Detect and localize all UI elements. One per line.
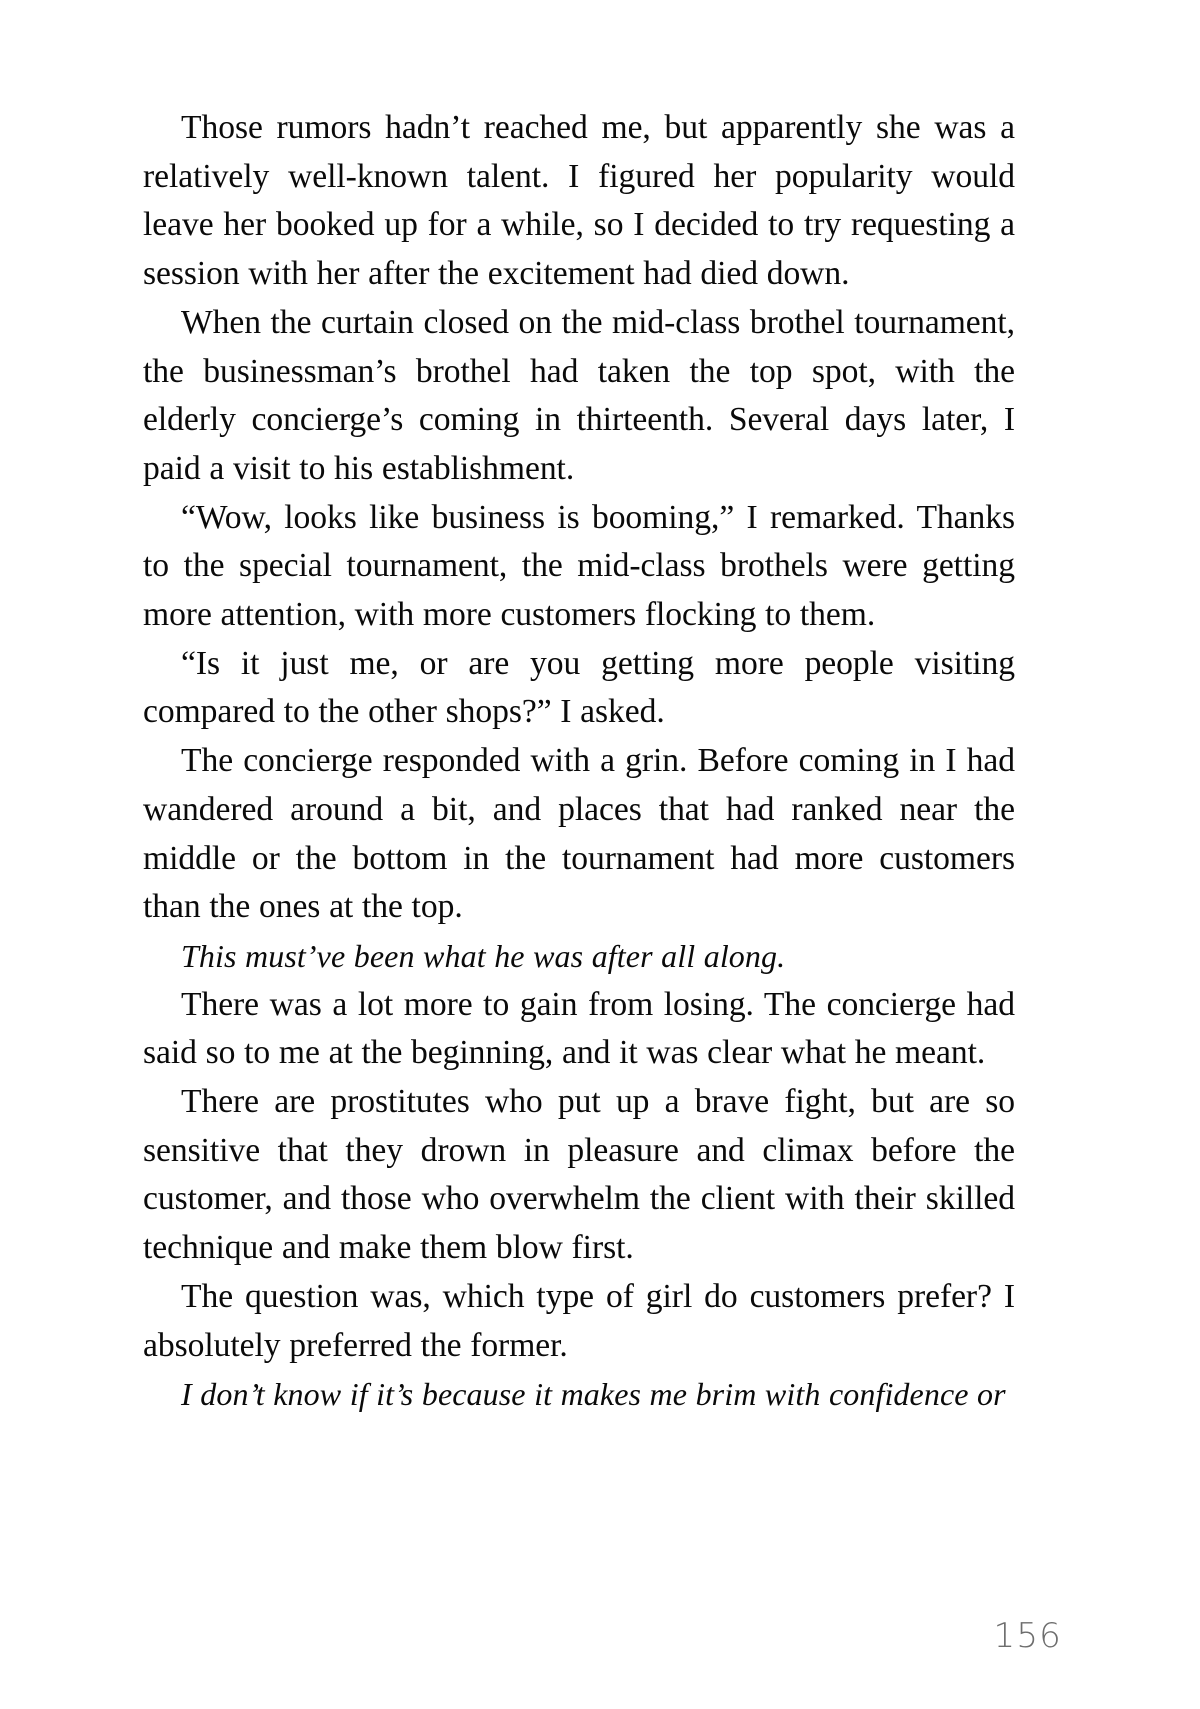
- paragraph: Those rumors hadn’t reached me, but apparently she was a relatively well-known talent. I figured her popularity would leave her booked up for a while, so I decided to try requesting a session with her after the excitement had died down.: [143, 109, 1015, 293]
- body-text-column: [143, 104, 1015, 1419]
- paragraph-italic-thought: I don’t know if it’s because it makes me brim with confidence or: [181, 1376, 1006, 1413]
- paragraph: There was a lot more to gain from losing. The concierge had said so to me at the beginning, and it was clear what he meant.: [143, 985, 1015, 1072]
- paragraph: “Wow, looks like business is booming,” I remarked. Thanks to the special tournament, the mid-class brothels were getting more attention, with more customers flocking to them.: [143, 498, 1015, 634]
- paragraph-italic-thought: This must’ve been what he was after all along.: [181, 937, 786, 974]
- paragraph: When the curtain closed on the mid-class brothel tournament, the businessman’s brothel had taken the top spot, with the elderly concierge’s coming in thirteenth. Several days later, I paid a visit to his establishment.: [143, 303, 1015, 487]
- paragraph: The concierge responded with a grin. Before coming in I had wandered around a bit, and places that had ranked near the middle or the bottom in the tournament had more customers than the ones at the top.: [143, 742, 1015, 926]
- paragraph: The question was, which type of girl do customers prefer? I absolutely preferred the former.: [143, 1277, 1015, 1364]
- paragraph: “Is it just me, or are you getting more people visiting compared to the other shops?” I asked.: [143, 644, 1015, 731]
- page-number: 156: [993, 1616, 1062, 1656]
- paragraph: There are prostitutes who put up a brave fight, but are so sensitive that they drown in pleasure and climax before the customer, and those who overwhelm the client with their skilled technique and make them blow first.: [143, 1083, 1015, 1267]
